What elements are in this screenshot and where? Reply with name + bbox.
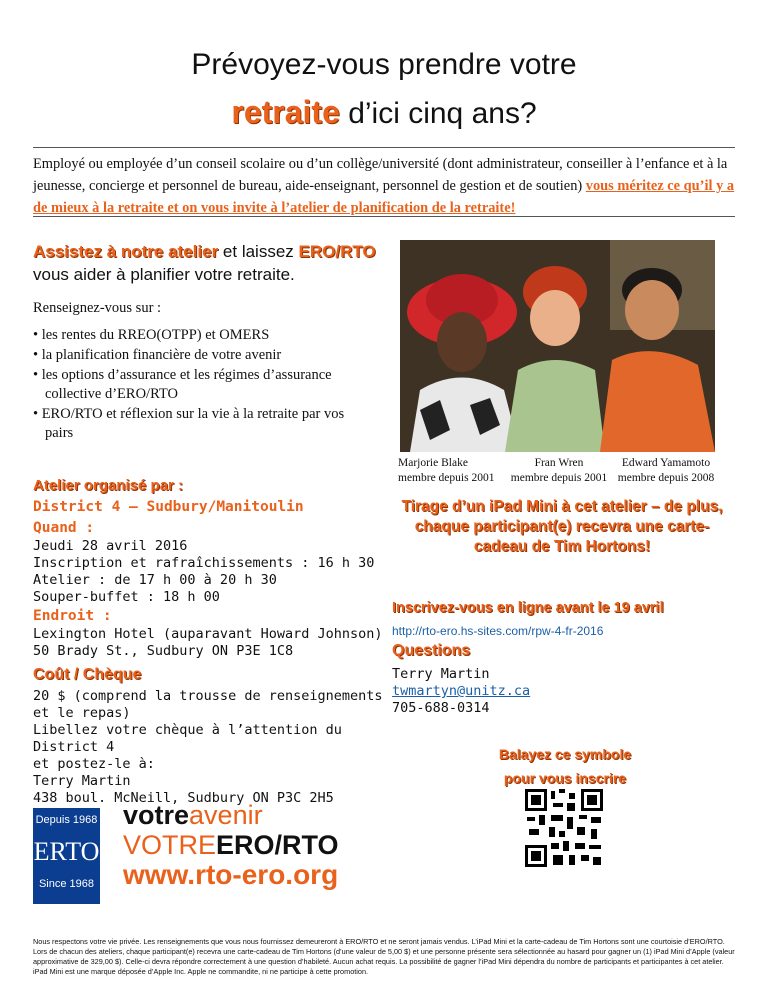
endroit-label: Endroit : xyxy=(33,608,112,624)
brand-block xyxy=(123,800,339,890)
list-item: • les rentes du RREO(OTPP) et OMERS xyxy=(33,327,270,343)
cout-line: 438 boul. McNeill, Sudbury ON P3C 2H5 xyxy=(33,790,334,806)
intro-text: Employé ou employée d’un conseil scolaire ou d’un collège/université (dont administrateur, conseiller à l’enfance et à la jeunesse, concierge et personnel de bureau, aide-enseignant, personnel de gestion et de soutien) xyxy=(33,156,728,194)
quand-label: Quand : xyxy=(33,520,95,536)
title-rest: d’ici cinq ans? xyxy=(339,97,537,130)
rto-logo xyxy=(33,808,100,904)
event-address: 50 Brady St., Sudbury ON P3E 1C8 xyxy=(33,643,294,659)
caption-name: Edward Yamamoto xyxy=(621,457,711,469)
caption-since: membre depuis 2001 xyxy=(510,472,608,484)
topics-list xyxy=(33,326,373,444)
qr-code[interactable] xyxy=(525,789,603,867)
event-details xyxy=(33,476,383,807)
contact-email-link[interactable]: twmartyn@unitz.ca xyxy=(392,683,531,699)
cout-line: Libellez votre chèque à l’attention du District 4 xyxy=(33,722,342,755)
caption-1 xyxy=(398,456,508,486)
brand-votre2: VOTRE xyxy=(123,830,217,860)
divider-bottom xyxy=(33,216,735,217)
list-item: • la planification financière de votre avenir xyxy=(33,347,282,363)
assist-heading xyxy=(33,240,383,286)
district-label: District 4 – Sudbury/Manitoulin xyxy=(33,499,304,515)
logo-mark: ERTO xyxy=(33,837,100,866)
caption-3 xyxy=(612,456,720,486)
assist-text-1: et laissez xyxy=(218,242,299,261)
renseignez-label: Renseignez-vous sur : xyxy=(33,300,162,316)
cout-line: 20 $ (comprend la trousse de renseignements xyxy=(33,688,383,704)
fine-print: Nous respectons votre vie privée. Les renseignements que vous nous fournissez demeureront à ERO/RTO et ne seront jamais vendus. L’iPad Mini et la carte-cadeau de Tim Hortons sont une courtoisie d’ERO/RTO. Lors de chacun des ateliers, chaque participant(e) recevra une carte-cadeau de Tim Hortons (d’une valeur de 5,00 $) et une personne présente sera sélectionnée au hasard pour gagner un (1) iPad Mini d’Apple (valeur approximative de 329,00 $). Celle-ci devra répondre correctement à une question d’habileté. Aucun achat requis. La possibilité de gagner l’iPad Mini dépendra du nombre de participants et participantes à cet atelier. iPad Mini est une marque déposée d’Apple Inc. Apple ne commandite, ni ne participe à cette promotion. xyxy=(33,937,735,976)
brand-line-1 xyxy=(123,800,339,830)
logo-bottom-text: Since 1968 xyxy=(38,878,95,890)
assist-bold-1: Assistez à notre atelier xyxy=(33,242,219,261)
title-emphasis: retraite xyxy=(231,94,340,130)
event-inscription: Inscription et rafraîchissements : 16 h 30 xyxy=(33,555,375,571)
brand-avenir: avenir xyxy=(189,800,263,830)
divider-top xyxy=(33,147,735,148)
register-heading: Inscrivez-vous en ligne avant le 19 avril xyxy=(392,600,664,616)
caption-name: Fran Wren xyxy=(534,457,584,469)
brand-votre: votre xyxy=(123,800,190,830)
ipad-draw-notice: Tirage d’un iPad Mini à cet atelier – de plus, chaque participant(e) recevra une carte-cadeau de Tim Hortons! xyxy=(401,498,723,555)
cout-label: Coût / Chèque xyxy=(33,666,142,683)
event-date: Jeudi 28 avril 2016 xyxy=(33,538,188,554)
cout-line: et postez-le à: xyxy=(33,756,155,772)
assist-bold-2: ERO/RTO xyxy=(298,242,376,261)
caption-since: membre depuis 2001 xyxy=(398,472,495,484)
logo-top-text: Depuis 1968 xyxy=(35,814,98,826)
caption-since: membre depuis 2008 xyxy=(617,472,715,484)
organise-label: Atelier organisé par : xyxy=(33,477,184,494)
caption-name: Marjorie Blake xyxy=(398,457,468,469)
questions-contact xyxy=(392,666,530,717)
event-souper: Souper-buffet : 18 h 00 xyxy=(33,589,220,605)
assist-text-2: vous aider à planifier votre retraite. xyxy=(33,265,295,284)
qr-code-icon xyxy=(525,789,603,867)
list-item: • ERO/RTO et réflexion sur la vie à la retraite par vos pairs xyxy=(33,406,345,441)
intro-highlight: vous méritez ce qu’il y a de mieux à la retraite et on vous invite à l’atelier de planification de la retraite! xyxy=(33,178,735,216)
cout-line: et le repas) xyxy=(33,705,131,721)
questions-label: Questions xyxy=(392,642,471,659)
event-hotel: Lexington Hotel (auparavant Howard Johnson) xyxy=(33,626,383,642)
contact-phone: 705-688-0314 xyxy=(392,700,490,716)
list-item: • les options d’assurance et les régimes d’assurance collective d’ERO/RTO xyxy=(33,367,332,402)
brand-line-2 xyxy=(123,830,339,860)
event-atelier: Atelier : de 17 h 00 à 20 h 30 xyxy=(33,572,277,588)
members-photo xyxy=(400,240,715,452)
page-title: Prévoyez-vous prendre votre xyxy=(191,48,577,81)
brand-ero: ERO/RTO xyxy=(216,830,339,860)
scan-line-2: pour vous inscrire xyxy=(503,770,627,786)
brand-url-link[interactable]: www.rto-ero.org xyxy=(123,859,339,890)
register-link[interactable]: http://rto-ero.hs-sites.com/rpw-4-fr-2016 xyxy=(392,624,604,638)
scan-line-1: Balayez ce symbole xyxy=(498,746,632,762)
members-photo-illustration xyxy=(400,240,715,452)
intro-paragraph xyxy=(33,153,735,219)
page-subtitle xyxy=(0,94,768,131)
cout-line: Terry Martin xyxy=(33,773,131,789)
caption-2 xyxy=(505,456,613,486)
contact-name: Terry Martin xyxy=(392,666,490,682)
scan-instructions xyxy=(480,742,650,790)
